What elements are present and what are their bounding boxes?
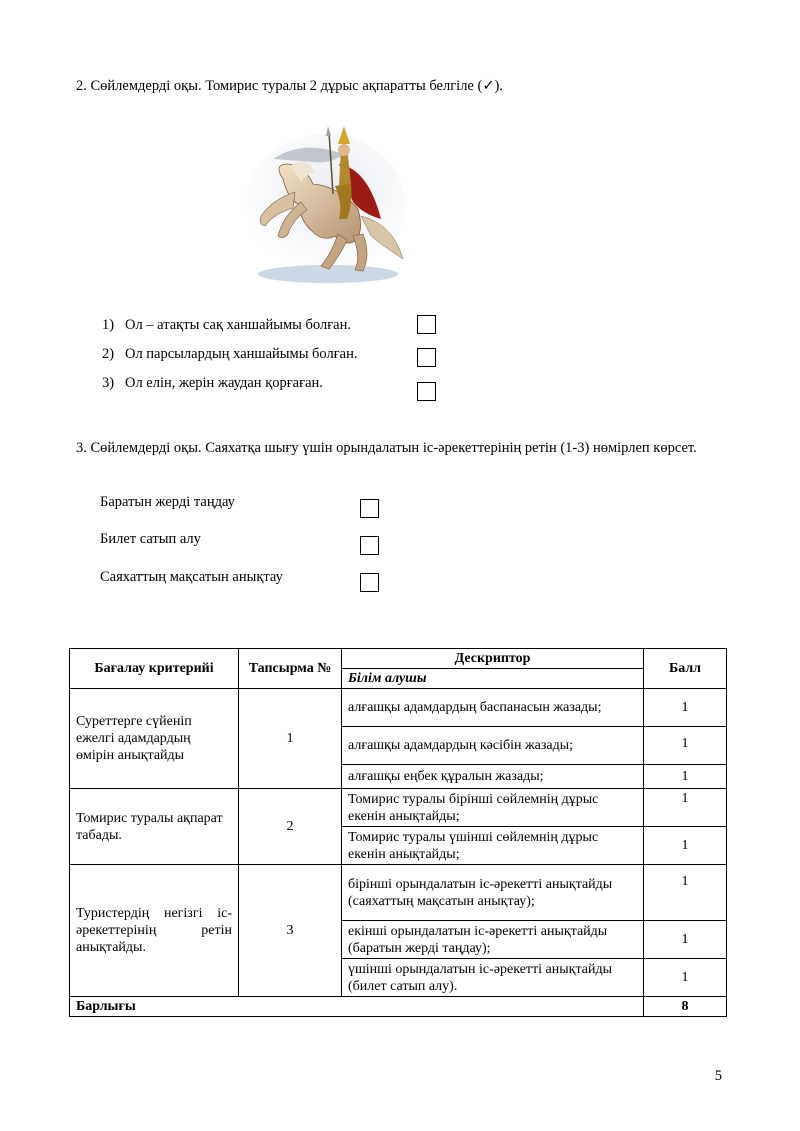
item-number: 1) xyxy=(102,317,115,333)
descriptor-cell: Томирис туралы үшінші сөйлемнің дұрыс екенін анықтайды; xyxy=(342,827,644,865)
descriptor-cell: екінші орындалатын іс-әрекетті анықтайды (баратын жерді таңдау); xyxy=(342,921,644,959)
descriptor-cell: Томирис туралы бірінші сөйлемнің дұрыс екенін анықтайды; xyxy=(342,789,644,827)
descriptor-cell: алғашқы адамдардың баспанасын жазады; xyxy=(342,689,644,727)
task2-item-1 xyxy=(102,317,351,334)
criterion-cell: Суреттерге сүйеніп ежелгі адамдардың өмірін анықтайды xyxy=(70,689,239,789)
item-number: 3) xyxy=(102,375,115,391)
task2-checkbox-1[interactable] xyxy=(417,315,436,334)
task3-number-box-1[interactable] xyxy=(360,499,379,518)
score-cell: 1 xyxy=(644,727,727,765)
task-number-cell: 1 xyxy=(239,689,342,789)
task2-item-3 xyxy=(102,375,323,392)
total-label: Барлығы xyxy=(70,997,644,1017)
descriptor-cell: алғашқы еңбек құралын жазады; xyxy=(342,765,644,789)
page-number: 5 xyxy=(714,1068,722,1084)
task3-item-2: Билет сатып алу xyxy=(100,531,201,547)
header-learner: Білім алушы xyxy=(342,669,644,689)
score-cell: 1 xyxy=(644,689,727,727)
task-number-cell: 3 xyxy=(239,865,342,997)
task2-checkbox-2[interactable] xyxy=(417,348,436,367)
header-criterion: Бағалау критерийі xyxy=(70,649,239,689)
task2-checkbox-3[interactable] xyxy=(417,382,436,401)
score-cell: 1 xyxy=(644,789,727,827)
score-cell: 1 xyxy=(644,921,727,959)
total-row xyxy=(70,997,727,1017)
score-cell: 1 xyxy=(644,765,727,789)
table-row xyxy=(70,789,727,827)
task3-title: 3. Сөйлемдерді оқы. Саяхатқа шығу үшін орындалатын іс-әрекеттерінің ретін (1-3) нөмірлеп көрсет. xyxy=(76,440,697,456)
descriptor-cell: алғашқы адамдардың кәсібін жазады; xyxy=(342,727,644,765)
criterion-cell: Томирис туралы ақпарат табады. xyxy=(70,789,239,865)
header-score: Балл xyxy=(644,649,727,689)
descriptor-cell: үшінші орындалатын іс-әрекетті анықтайды (билет сатып алу). xyxy=(342,959,644,997)
task-number-cell: 2 xyxy=(239,789,342,865)
warrior-queen-on-horse-illustration xyxy=(243,124,405,286)
table-header-row xyxy=(70,649,727,669)
score-cell: 1 xyxy=(644,959,727,997)
task3-item-1: Баратын жерді таңдау xyxy=(100,494,235,510)
item-number: 2) xyxy=(102,346,115,362)
task2-title: 2. Сөйлемдерді оқы. Томирис туралы 2 дұрыс ақпаратты белгіле (✓). xyxy=(76,78,503,94)
descriptor-cell: бірінші орындалатын іс-әрекетті анықтайды (саяхаттың мақсатын анықтау); xyxy=(342,865,644,921)
item-text: Ол парсылардың ханшайымы болған. xyxy=(124,346,358,362)
task3-number-box-2[interactable] xyxy=(360,536,379,555)
score-cell: 1 xyxy=(644,827,727,865)
score-cell: 1 xyxy=(644,865,727,921)
item-text: Ол елін, жерін жаудан қорғаған. xyxy=(124,375,323,391)
assessment-rubric-table xyxy=(69,648,727,1017)
item-text: Ол – атақты сақ ханшайымы болған. xyxy=(124,317,351,333)
header-task: Тапсырма № xyxy=(239,649,342,689)
criterion-cell: Туристердің негізгі іс-әрекеттерінің ретін анықтайды. xyxy=(70,865,239,997)
table-row xyxy=(70,865,727,921)
task2-item-2 xyxy=(102,346,358,363)
task3-number-box-3[interactable] xyxy=(360,573,379,592)
task3-item-3: Саяхаттың мақсатын анықтау xyxy=(100,569,283,585)
total-score: 8 xyxy=(644,997,727,1017)
table-row xyxy=(70,689,727,727)
header-descriptor: Дескриптор xyxy=(342,649,644,669)
